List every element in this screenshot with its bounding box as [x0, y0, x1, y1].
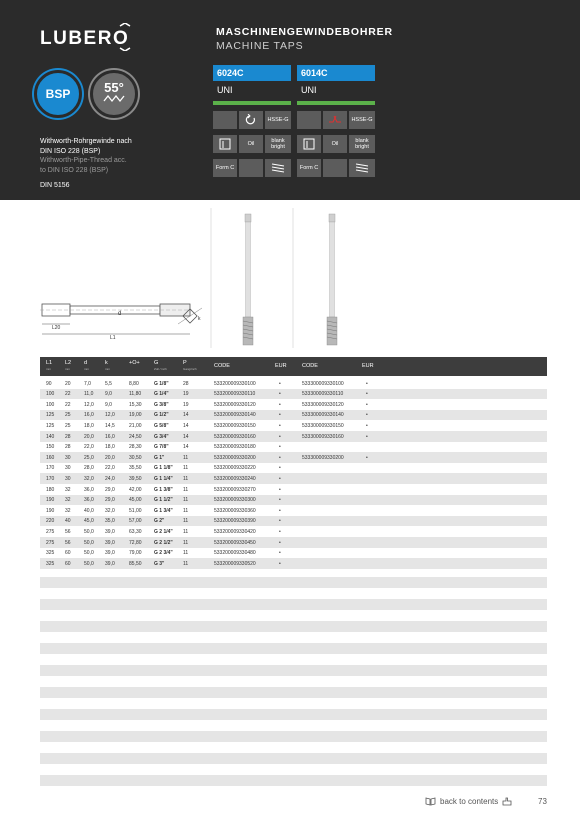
- cell-p: 11: [183, 507, 189, 514]
- cell-eur-1: •: [279, 528, 281, 535]
- cell-d: 11,0: [84, 391, 94, 398]
- cell-eur-1: •: [279, 454, 281, 461]
- cell-drill: 30,50: [129, 454, 142, 461]
- cell-eur-1: •: [279, 518, 281, 525]
- cell-eur-2: •: [366, 454, 368, 461]
- cell-l1: 160: [46, 454, 55, 461]
- cell-drill: 42,00: [129, 486, 142, 493]
- cell-k: 12,0: [105, 412, 115, 419]
- cell-d: 7,0: [84, 380, 91, 387]
- table-row: [40, 452, 547, 463]
- cell-drill: 72,80: [129, 539, 142, 546]
- empty-table-row: [40, 665, 547, 676]
- thread-icon: [349, 159, 375, 177]
- cell-eur-1: •: [279, 380, 281, 387]
- cell-l2: 32: [65, 497, 71, 504]
- cell-drill: 24,50: [129, 433, 142, 440]
- cell-code-1: 533200009330270: [214, 486, 256, 493]
- cell-g: G 1/2": [154, 412, 169, 419]
- cell-l2: 28: [65, 433, 71, 440]
- blank-icon: [213, 111, 237, 129]
- form-icon: Form C: [297, 159, 321, 177]
- bsp-badge: BSP: [34, 70, 82, 118]
- cell-code-1: 533200009330300: [214, 497, 256, 504]
- table-row: [40, 420, 547, 431]
- col-code-2: CODE: [302, 363, 318, 369]
- cell-k: 20,0: [105, 454, 115, 461]
- cell-d: 40,0: [84, 507, 94, 514]
- tap-image-6014c: [327, 214, 337, 345]
- cell-p: 28: [183, 380, 189, 387]
- cell-eur-1: •: [279, 401, 281, 408]
- cell-eur-1: •: [279, 497, 281, 504]
- cell-code-1: 533200009330180: [214, 444, 256, 451]
- cell-k: 18,0: [105, 444, 115, 451]
- table-row: [40, 537, 547, 548]
- cell-d: 32,0: [84, 475, 94, 482]
- cell-eur-2: •: [366, 391, 368, 398]
- dim-l2: L20: [52, 325, 61, 331]
- cell-k: 14,5: [105, 422, 115, 429]
- empty-table-row: [40, 775, 547, 786]
- cell-code-2: 533300009330160: [302, 433, 344, 440]
- cell-l2: 20: [65, 380, 71, 387]
- cell-eur-2: •: [366, 401, 368, 408]
- cell-l1: 170: [46, 465, 55, 472]
- cell-p: 19: [183, 401, 189, 408]
- table-row: [40, 463, 547, 474]
- product-type: UNI: [301, 85, 317, 95]
- cell-l1: 275: [46, 528, 55, 535]
- empty-table-row: [40, 753, 547, 764]
- cell-g: G 1 1/4": [154, 475, 173, 482]
- cell-eur-1: •: [279, 412, 281, 419]
- cell-l1: 220: [46, 518, 55, 525]
- cell-drill: 28,30: [129, 444, 142, 451]
- cell-code-1: 533200009330420: [214, 528, 256, 535]
- page-subtitle: MACHINE TAPS: [216, 40, 304, 52]
- tap-image-6024c: [243, 214, 253, 345]
- cell-eur-1: •: [279, 433, 281, 440]
- cell-code-2: 533300009330150: [302, 422, 344, 429]
- dim-l1: L1: [110, 335, 116, 341]
- cell-code-1: 533200009330150: [214, 422, 256, 429]
- cell-l1: 170: [46, 475, 55, 482]
- cell-eur-2: •: [366, 412, 368, 419]
- page-number: 73: [538, 797, 547, 806]
- cell-drill: 19,00: [129, 412, 142, 419]
- cell-drill: 63,30: [129, 528, 142, 535]
- hand-pointer-icon: [502, 797, 512, 806]
- cell-d: 12,0: [84, 401, 94, 408]
- cell-d: 36,0: [84, 486, 94, 493]
- cell-code-1: 533200009330200: [214, 454, 256, 461]
- cell-l2: 30: [65, 454, 71, 461]
- table-row: [40, 410, 547, 421]
- thread-profile-icon: [103, 95, 125, 103]
- form-icon: Form C: [213, 159, 237, 177]
- cell-eur-1: •: [279, 391, 281, 398]
- cell-l1: 125: [46, 422, 55, 429]
- cell-k: 9,0: [105, 391, 112, 398]
- cell-k: 32,0: [105, 507, 115, 514]
- cell-l1: 190: [46, 497, 55, 504]
- cell-l1: 325: [46, 560, 55, 567]
- cell-l1: 180: [46, 486, 55, 493]
- cell-p: 11: [183, 528, 189, 535]
- cell-g: G 2 3/4": [154, 550, 173, 557]
- blank-icon: [239, 159, 263, 177]
- cell-p: 11: [183, 486, 189, 493]
- cell-code-1: 533200009330220: [214, 465, 256, 472]
- cell-l2: 32: [65, 507, 71, 514]
- cell-l1: 100: [46, 391, 55, 398]
- table-row: [40, 431, 547, 442]
- cell-k: 39,0: [105, 560, 115, 567]
- product-code: 6014C: [297, 65, 375, 81]
- logo-chevron-icon: [119, 23, 131, 51]
- finish-icon: blank bright: [349, 135, 375, 153]
- cell-l2: 25: [65, 412, 71, 419]
- cell-code-1: 533200009330240: [214, 475, 256, 482]
- cell-p: 11: [183, 465, 189, 472]
- oil-icon: Oil: [323, 135, 347, 153]
- table-row: [40, 558, 547, 569]
- table-row: [40, 389, 547, 400]
- cell-l1: 150: [46, 444, 55, 451]
- table-row: [40, 442, 547, 453]
- cell-p: 14: [183, 412, 189, 419]
- cell-k: 39,0: [105, 550, 115, 557]
- cell-drill: 39,50: [129, 475, 142, 482]
- empty-table-row: [40, 643, 547, 654]
- col-code-1: CODE: [214, 363, 230, 369]
- cell-d: 50,0: [84, 550, 94, 557]
- empty-table-row: [40, 709, 547, 720]
- col-l1: L1 mm: [46, 360, 53, 371]
- cell-g: G 2": [154, 518, 165, 525]
- cell-g: G 2 1/4": [154, 528, 173, 535]
- cell-code-1: 533200009330110: [214, 391, 256, 398]
- green-indicator-bar: [213, 101, 291, 105]
- table-row: [40, 484, 547, 495]
- tap-view-icon: [213, 135, 237, 153]
- table-row: [40, 378, 547, 389]
- blank-icon: [297, 111, 321, 129]
- cell-p: 14: [183, 444, 189, 451]
- angle-badge: [90, 70, 138, 118]
- table-header: [40, 357, 547, 376]
- cell-l2: 40: [65, 518, 71, 525]
- cell-code-1: 533200009330360: [214, 507, 256, 514]
- table-row: [40, 399, 547, 410]
- cell-l2: 25: [65, 422, 71, 429]
- col-d: d mm: [84, 360, 89, 371]
- cell-l2: 30: [65, 465, 71, 472]
- table-row: [40, 516, 547, 527]
- book-icon: [425, 797, 436, 806]
- cell-d: 50,0: [84, 528, 94, 535]
- dim-d: d: [118, 311, 122, 317]
- cell-eur-1: •: [279, 475, 281, 482]
- cell-l1: 275: [46, 539, 55, 546]
- table-row: [40, 548, 547, 559]
- cell-l2: 60: [65, 560, 71, 567]
- cell-eur-1: •: [279, 539, 281, 546]
- rotate-icon: [239, 111, 263, 129]
- cell-drill: 8,80: [129, 380, 139, 387]
- cell-drill: 51,00: [129, 507, 142, 514]
- cell-d: 28,0: [84, 465, 94, 472]
- cell-drill: 35,50: [129, 465, 142, 472]
- cell-g: G 3/8": [154, 401, 169, 408]
- col-eur-1: EUR: [275, 363, 287, 369]
- cell-eur-2: •: [366, 422, 368, 429]
- cell-g: G 1 3/8": [154, 486, 173, 493]
- cell-code-2: 533300009330110: [302, 391, 344, 398]
- tap-drawing: [40, 208, 540, 348]
- cell-g: G 1 3/4": [154, 507, 173, 514]
- cell-d: 18,0: [84, 422, 94, 429]
- page-title: MASCHINENGEWINDEBOHRER: [216, 26, 393, 38]
- empty-table-row: [40, 621, 547, 632]
- cell-drill: 21,00: [129, 422, 142, 429]
- cell-l2: 22: [65, 391, 71, 398]
- col-eur-2: EUR: [362, 363, 374, 369]
- brand-logo: LUBERO: [40, 28, 130, 49]
- cell-k: 29,0: [105, 497, 115, 504]
- empty-table-row: [40, 577, 547, 588]
- green-indicator-bar: [297, 101, 375, 105]
- empty-table-row: [40, 687, 547, 698]
- cell-k: 5,5: [105, 380, 112, 387]
- cell-g: G 1": [154, 454, 165, 461]
- col-g: G Zoll / inch: [154, 360, 167, 371]
- cell-k: 29,0: [105, 486, 115, 493]
- material-icon: HSSE-G: [349, 111, 375, 129]
- cell-p: 14: [183, 433, 189, 440]
- cell-l2: 56: [65, 539, 71, 546]
- col-p: P Gang/inch: [183, 360, 197, 371]
- cell-l1: 100: [46, 401, 55, 408]
- cell-eur-1: •: [279, 422, 281, 429]
- cell-d: 50,0: [84, 539, 94, 546]
- dim-k: k: [198, 316, 201, 322]
- din-standard: DIN 5156: [40, 182, 70, 189]
- cell-d: 25,0: [84, 454, 94, 461]
- cell-g: G 5/8": [154, 422, 169, 429]
- cell-drill: 11,80: [129, 391, 142, 398]
- cell-g: G 3": [154, 560, 165, 567]
- oil-icon: Oil: [239, 135, 263, 153]
- tap-view-icon: [297, 135, 321, 153]
- cell-k: 39,0: [105, 528, 115, 535]
- thread-icon: [265, 159, 291, 177]
- product-column-6014c: [297, 65, 375, 177]
- cell-g: G 1 1/2": [154, 497, 173, 504]
- table-row: [40, 526, 547, 537]
- cell-eur-1: •: [279, 550, 281, 557]
- table-row: [40, 473, 547, 484]
- catalog-header: [0, 0, 580, 200]
- cell-p: 11: [183, 518, 189, 525]
- cell-d: 22,0: [84, 444, 94, 451]
- cell-l2: 30: [65, 475, 71, 482]
- product-code: 6024C: [213, 65, 291, 81]
- cell-g: G 1 1/8": [154, 465, 173, 472]
- cell-code-2: 533300009330200: [302, 454, 344, 461]
- cell-d: 50,0: [84, 560, 94, 567]
- cell-l1: 90: [46, 380, 52, 387]
- finish-icon: blank bright: [265, 135, 291, 153]
- cell-drill: 15,30: [129, 401, 142, 408]
- table-row: [40, 505, 547, 516]
- col-drill: +O+: [129, 360, 140, 366]
- cell-l2: 56: [65, 528, 71, 535]
- cell-g: G 2 1/2": [154, 539, 173, 546]
- cell-code-2: 533300009330100: [302, 380, 344, 387]
- cell-code-1: 533200009330520: [214, 560, 256, 567]
- cell-code-1: 533200009330450: [214, 539, 256, 546]
- cell-g: G 1/4": [154, 391, 169, 398]
- cell-drill: 79,00: [129, 550, 142, 557]
- cell-d: 16,0: [84, 412, 94, 419]
- cell-eur-2: •: [366, 433, 368, 440]
- product-type: UNI: [217, 85, 233, 95]
- cell-l2: 60: [65, 550, 71, 557]
- angle-value: 55°: [104, 80, 124, 95]
- cell-k: 24,0: [105, 475, 115, 482]
- cell-eur-1: •: [279, 560, 281, 567]
- back-to-contents-link[interactable]: [425, 797, 512, 806]
- cell-k: 35,0: [105, 518, 115, 525]
- cell-k: 39,0: [105, 539, 115, 546]
- cell-p: 11: [183, 550, 189, 557]
- cell-code-1: 533200009330160: [214, 433, 256, 440]
- cell-l1: 190: [46, 507, 55, 514]
- cell-p: 11: [183, 454, 189, 461]
- cell-l1: 125: [46, 412, 55, 419]
- cell-code-1: 533200009330390: [214, 518, 256, 525]
- standard-en: Withworth-Pipe-Thread acc. to DIN ISO 228 (BSP): [40, 157, 127, 174]
- cell-k: 22,0: [105, 465, 115, 472]
- cell-eur-1: •: [279, 507, 281, 514]
- cell-code-1: 533200009330100: [214, 380, 256, 387]
- empty-table-row: [40, 731, 547, 742]
- cell-d: 20,0: [84, 433, 94, 440]
- empty-table-row: [40, 599, 547, 610]
- cell-eur-1: •: [279, 444, 281, 451]
- cell-l1: 325: [46, 550, 55, 557]
- cell-p: 11: [183, 539, 189, 546]
- cell-code-1: 533200009330120: [214, 401, 256, 408]
- cell-g: G 7/8": [154, 444, 169, 451]
- cell-p: 19: [183, 391, 189, 398]
- cell-p: 11: [183, 560, 189, 567]
- cell-code-1: 533200009330140: [214, 412, 256, 419]
- cell-k: 9,0: [105, 401, 112, 408]
- cell-k: 16,0: [105, 433, 115, 440]
- standard-de: Withworth-Rohrgewinde nach DIN ISO 228 (BSP): [40, 138, 132, 155]
- cell-drill: 57,00: [129, 518, 142, 525]
- col-l2: L2 mm: [65, 360, 72, 371]
- cell-l2: 22: [65, 401, 71, 408]
- cell-code-2: 533300009330120: [302, 401, 344, 408]
- cell-drill: 85,50: [129, 560, 142, 567]
- cell-p: 11: [183, 475, 189, 482]
- product-column-6024c: [213, 65, 291, 177]
- cell-d: 45,0: [84, 518, 94, 525]
- material-icon: HSSE-G: [265, 111, 291, 129]
- cell-p: 14: [183, 422, 189, 429]
- cell-eur-1: •: [279, 465, 281, 472]
- col-k: k mm: [105, 360, 110, 371]
- cell-g: G 1/8": [154, 380, 169, 387]
- cell-l2: 28: [65, 444, 71, 451]
- spiral-point-icon: [323, 111, 347, 129]
- cell-l2: 32: [65, 486, 71, 493]
- tap-side-view-drawing: [40, 304, 192, 341]
- cell-g: G 3/4": [154, 433, 169, 440]
- back-to-contents-label: back to contents: [440, 797, 499, 806]
- cell-l1: 140: [46, 433, 55, 440]
- cell-drill: 45,00: [129, 497, 142, 504]
- table-row: [40, 495, 547, 506]
- cell-code-1: 533200009330480: [214, 550, 256, 557]
- cell-eur-1: •: [279, 486, 281, 493]
- cell-eur-2: •: [366, 380, 368, 387]
- blank-icon: [323, 159, 347, 177]
- cell-code-2: 533300009330140: [302, 412, 344, 419]
- cell-d: 36,0: [84, 497, 94, 504]
- cell-p: 11: [183, 497, 189, 504]
